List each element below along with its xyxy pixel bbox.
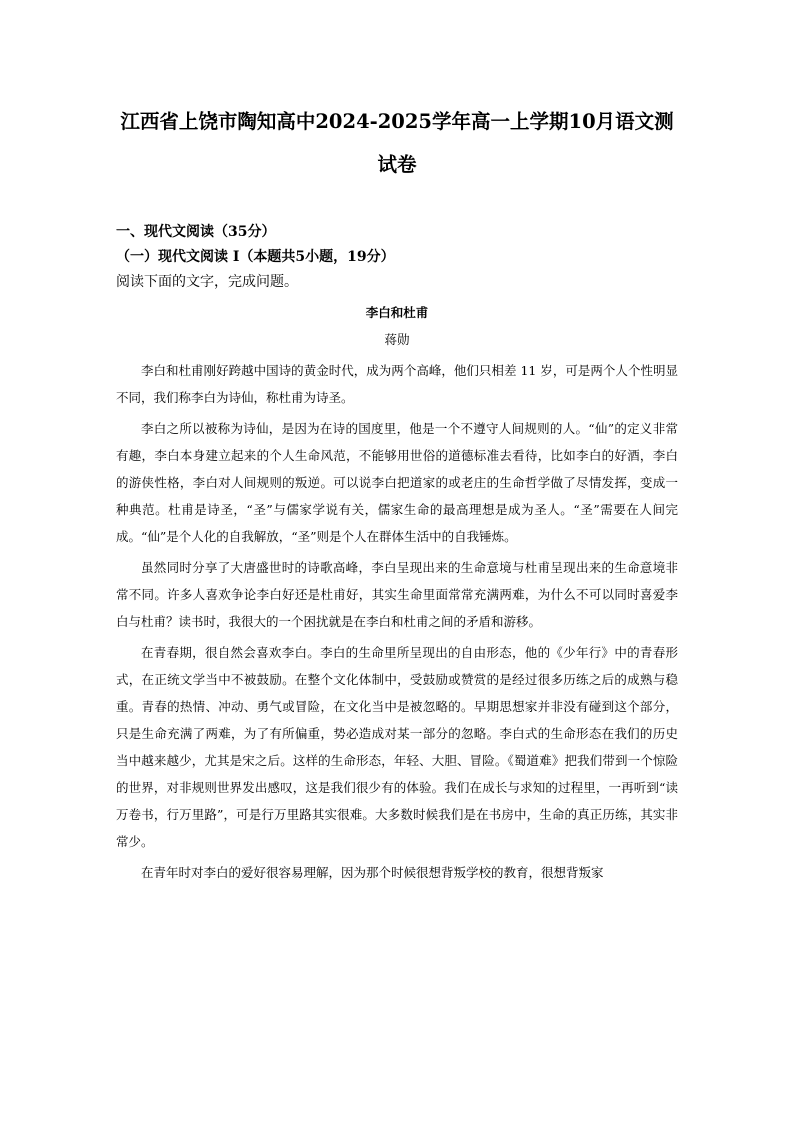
article-paragraph: 在青春期，很自然会喜欢李白。李白的生命里所呈现出的自由形态，他的《少年行》中的青春形式，在正统文学当中不被鼓励。在整个文化体制中，受鼓励或赞赏的是经过很多历练之后的成熟与稳重。青春的热情、冲动、勇气或冒险，在文化当中是被忽略的。早期思想家并非没有碰到这个部分，只是生命充满了两难，为了有所偏重，势必造成对某一部分的忽略。李白式的生命形态在我们的历史当中越来越少，尤其是宋之后。这样的生命形态，年轻、大胆、冒险。《蜀道难》把我们带到一个惊险的世界，对非规则世界发出感叹，这是我们很少有的体验。我们在成长与求知的过程里，一再听到“读万卷书，行万里路”，可是行万里路其实很难。大多数时候我们是在书房中，生命的真正历练，其实非常少。 xyxy=(116,645,678,849)
article-paragraph: 李白之所以被称为诗仙，是因为在诗的国度里，他是一个不遵守人间规则的人。“仙”的定义非常有趣，李白本身建立起来的个人生命风范，不能够用世俗的道德标准去看待，比如李白的好酒，李白的游侠性格，李白对人间规则的叛逆。可以说李白把道家的或老庄的生命哲学做了尽情发挥，变成一种典范。杜甫是诗圣，“圣”与儒家学说有关，儒家生命的最高理想是成为圣人。“圣”需要在人间完成。“仙”是个人化的自我解放，“圣”则是个人在群体生活中的自我锤炼。 xyxy=(116,421,678,544)
article-title: 李白和杜甫 xyxy=(365,305,429,320)
title-line-1: 江西省上饶市陶知高中2024-2025学年高一上学期10月语文测 xyxy=(120,110,674,133)
article-paragraph: 虽然同时分享了大唐盛世时的诗歌高峰，李白呈现出来的生命意境与杜甫呈现出来的生命意境非常不同。许多人喜欢争论李白好还是杜甫好，其实生命里面常常充满两难，为什么不可以同时喜爱李白与杜甫？读书时，我很大的一个困扰就是在李白和杜甫之间的矛盾和游移。 xyxy=(116,560,678,629)
section-heading: 一、现代文阅读（35分） xyxy=(116,224,276,240)
title-line-2: 试卷 xyxy=(377,153,417,176)
reading-instruction: 阅读下面的文字，完成问题。 xyxy=(116,274,298,290)
document-title xyxy=(116,100,678,186)
article-author: 蒋勋 xyxy=(384,332,410,347)
article-paragraph: 李白和杜甫刚好跨越中国诗的黄金时代，成为两个高峰，他们只相差 11 岁，可是两个人个性明显不同，我们称李白为诗仙，称杜甫为诗圣。 xyxy=(116,363,678,405)
article-paragraph: 在青年时对李白的爱好很容易理解，因为那个时候很想背叛学校的教育，很想背叛家 xyxy=(141,865,604,880)
subsection-heading: （一）现代文阅读 I（本题共5小题，19分） xyxy=(116,249,395,265)
